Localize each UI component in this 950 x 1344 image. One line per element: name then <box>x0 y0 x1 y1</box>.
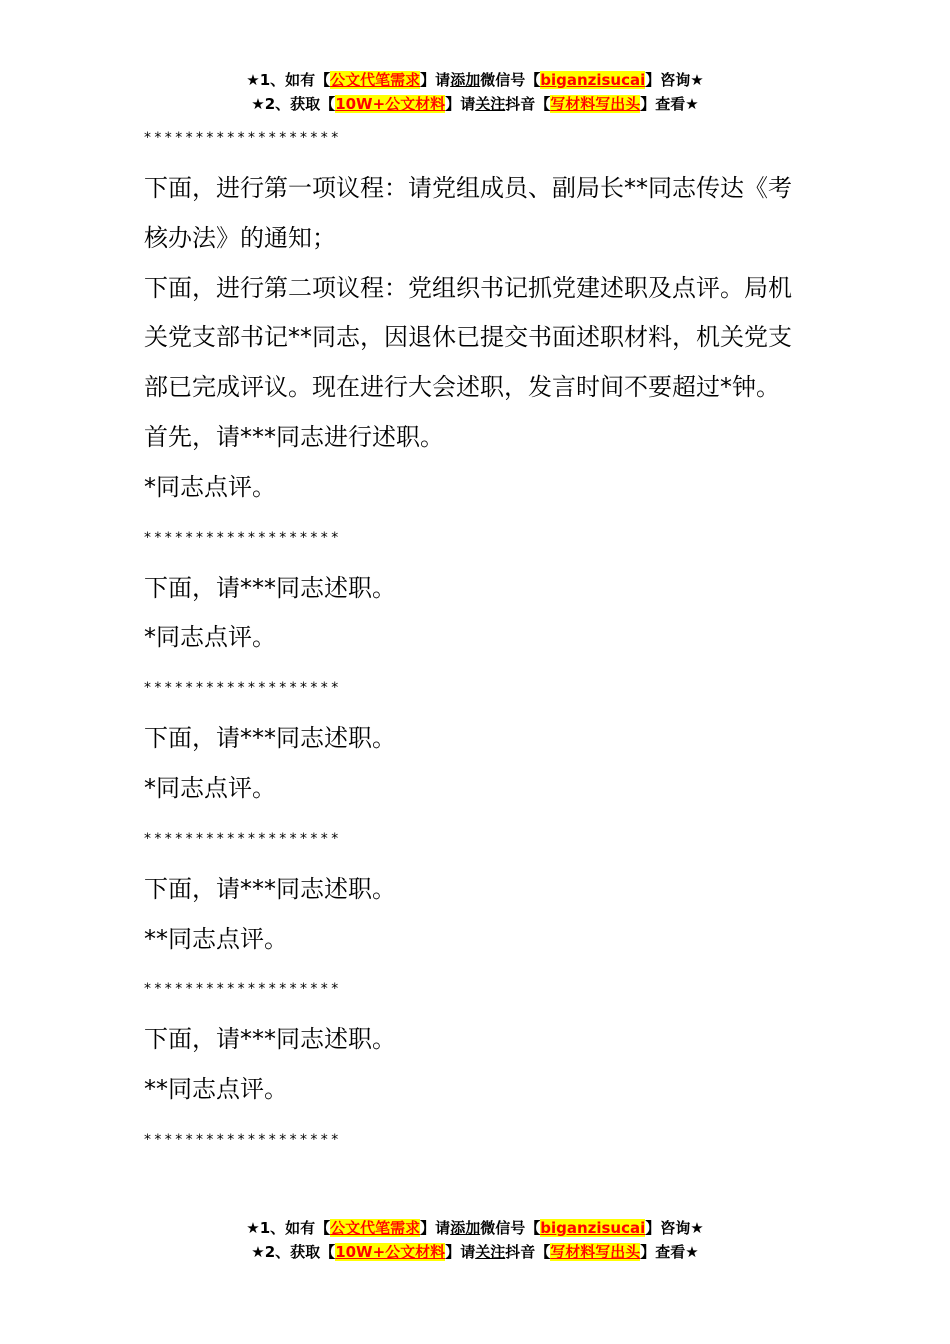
separator: ******************* <box>144 1131 342 1148</box>
footer-line-1 <box>0 1216 950 1240</box>
agenda-item-1: 下面，进行第一项议程：请党组成员、副局长**同志传达《考核办法》的通知； <box>144 174 792 252</box>
banner-text: 】查看★ <box>640 95 699 113</box>
banner-text: 】请 <box>420 1219 451 1237</box>
speaker-2: 下面，请***同志述职。 <box>144 573 396 602</box>
banner-text: 微信号【 <box>480 1219 541 1237</box>
comment-3: *同志点评。 <box>144 773 276 802</box>
banner-text: 】咨询★ <box>645 1219 704 1237</box>
banner-text-underlined: 关注 <box>475 95 506 113</box>
document-body <box>144 126 814 1152</box>
banner-text: 微信号【 <box>480 71 541 89</box>
ghostwriting-highlight: 公文代笔需求 <box>330 1219 421 1237</box>
wechat-id-highlight: biganzisucai <box>540 1219 646 1237</box>
separator: ******************* <box>144 680 342 697</box>
separator: ******************* <box>144 981 342 998</box>
banner-text: ★2、获取【 <box>251 1243 336 1261</box>
comment-1: *同志点评。 <box>144 472 276 501</box>
separator: ******************* <box>144 130 342 146</box>
banner-text: ★2、获取【 <box>251 95 336 113</box>
separator: ******************* <box>144 529 342 546</box>
comment-4: **同志点评。 <box>144 924 288 953</box>
banner-text: 】咨询★ <box>645 71 704 89</box>
banner-text: 】请 <box>445 1243 476 1261</box>
banner-text: 】请 <box>445 95 476 113</box>
materials-highlight: 10W+公文材料 <box>335 95 446 113</box>
comment-5: **同志点评。 <box>144 1075 288 1104</box>
banner-text: ★1、如有【 <box>246 71 331 89</box>
banner-text-underlined: 添加 <box>450 1219 481 1237</box>
first-speaker: 首先，请***同志进行述职。 <box>144 422 444 451</box>
agenda-item-2: 下面，进行第二项议程：党组织书记抓党建述职及点评。局机关党支部书记**同志，因退休已提交书面述职材料，机关党支部已完成评议。现在进行大会述职，发言时间不要超过*钟。 <box>144 273 792 402</box>
banner-text: ★1、如有【 <box>246 1219 331 1237</box>
ghostwriting-highlight: 公文代笔需求 <box>330 71 421 89</box>
wechat-id-highlight: biganzisucai <box>540 71 646 89</box>
banner-text: 抖音【 <box>505 95 551 113</box>
banner-text: 抖音【 <box>505 1243 551 1261</box>
footer-line-2 <box>0 1240 950 1264</box>
header-banner <box>0 68 950 116</box>
footer-banner <box>0 1216 950 1264</box>
speaker-5: 下面，请***同志述职。 <box>144 1025 396 1054</box>
banner-text: 】请 <box>420 71 451 89</box>
banner-text: 】查看★ <box>640 1243 699 1261</box>
banner-text-underlined: 关注 <box>475 1243 506 1261</box>
douyin-account-highlight: 写材料写出头 <box>550 95 641 113</box>
banner-text-underlined: 添加 <box>450 71 481 89</box>
header-line-2 <box>0 92 950 116</box>
materials-highlight: 10W+公文材料 <box>335 1243 446 1261</box>
douyin-account-highlight: 写材料写出头 <box>550 1243 641 1261</box>
speaker-4: 下面，请***同志述职。 <box>144 874 396 903</box>
speaker-3: 下面，请***同志述职。 <box>144 724 396 753</box>
header-line-1 <box>0 68 950 92</box>
comment-2: *同志点评。 <box>144 623 276 652</box>
separator: ******************* <box>144 830 342 847</box>
